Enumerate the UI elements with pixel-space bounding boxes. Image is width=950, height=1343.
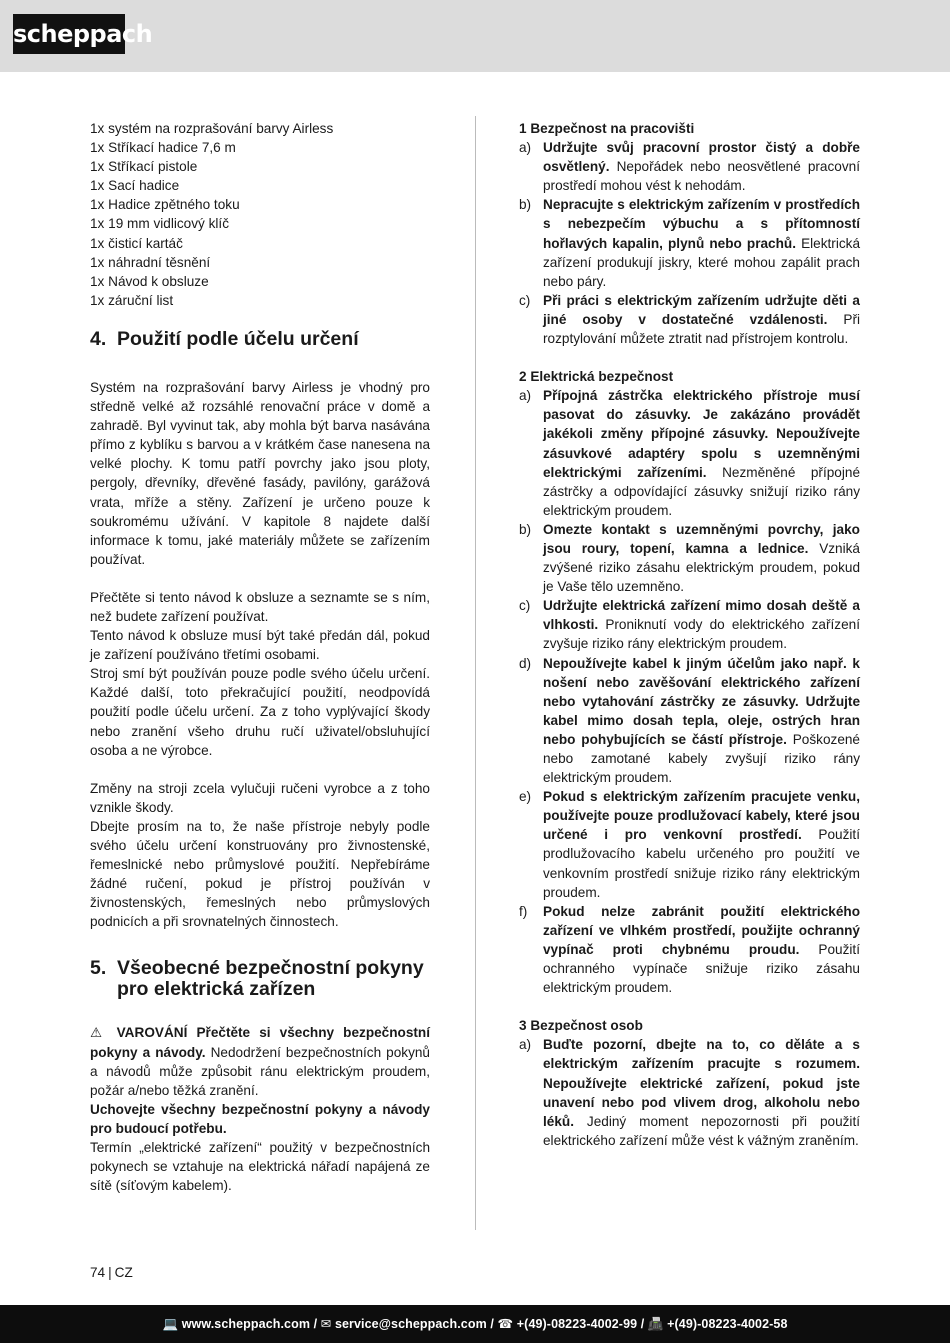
paragraph: Změny na stroji zcela vylučuji ručeni vyrobce a z toho vznikle škody. — [90, 780, 430, 815]
website-link[interactable]: www.scheppach.com — [181, 1317, 311, 1331]
safety-item — [519, 291, 860, 348]
list-item: 1x systém na rozprašování barvy Airless — [90, 121, 334, 136]
paragraph: Termín „elektrické zařízení“ použitý v bezpečnostních pokynech se vztahuje na elektrická nářadí napájená ze sítě (síťovým kabelem). — [90, 1140, 430, 1194]
mail-icon: ✉ — [320, 1317, 332, 1331]
header-bar — [0, 0, 950, 72]
list-item: 1x Sací hadice — [90, 178, 180, 194]
item-label: a) — [519, 140, 532, 156]
item-label: d) — [519, 655, 532, 671]
subsection-title: 1 Bezpečnost na pracovišti — [519, 121, 695, 136]
item-bold: Nepoužívejte kabel k jiným účelům jako např. k nošení nebo zavěšování elektrického zařízení nebo vytahování zástrčky ze zásuvky. Udržujte kabel mimo dosah tepla, oleje, ostrých hran nebo pohybujících se částí přístroje. — [543, 655, 860, 747]
paragraph: Dbejte prosím na to, že naše přístroje nebyly podle svého účelu určení konstruovány pro živnostenské, řemeslnické nebo průmyslové použití. Nepřebíráme žádné ručení, pokud je přístroj používán v živnostenských, řemeslných nebo průmyslových podnicích a při srovnatelných činnostech. — [90, 818, 430, 930]
item-plain: Použití prodlužovacího kabelu určeného pro použití ve venkovním prostředí snižuje riziko rány elektrickým proudem. — [543, 827, 860, 900]
paragraph: Tento návod k obsluze musí být také předán dál, pokud je zařízení používáno třetími osobami. — [90, 628, 430, 663]
warning-icon: ⚠ — [90, 1025, 108, 1041]
right-column — [519, 119, 860, 1150]
safety-item — [519, 195, 860, 290]
item-bold: Pokud nelze zabránit použití elektrického zařízení ve vlhkém prostředí, použijte ochranný vypínač proti chybnému proudu. — [543, 903, 860, 957]
subsection-title: 2 Elektrická bezpečnost — [519, 369, 674, 385]
list-item: 1x čisticí kartáč — [90, 235, 183, 251]
item-text — [543, 902, 860, 997]
item-label: c) — [519, 292, 531, 308]
item-text — [543, 654, 860, 788]
item-plain: Elektrická zařízení produkují jiskry, které mohou zapálit prach nebo páry. — [543, 235, 861, 289]
email-link[interactable]: service@scheppach.com — [334, 1317, 487, 1331]
item-plain: Proniknutí vody do elektrického zařízení zvyšuje riziko rány elektrickým proudem. — [543, 617, 860, 652]
item-text — [543, 1035, 860, 1150]
keep-instructions — [90, 1100, 430, 1138]
section-title: Všeobecné bezpečnostní pokyny pro elektrická zařízen — [117, 957, 424, 1001]
list-item: 1x Stříkací hadice 7,6 m — [90, 140, 236, 156]
item-plain: Poškozené nebo zamotané kabely zvyšují riziko rány elektrickým proudem. — [543, 731, 860, 786]
item-bold: Nepracujte s elektrickým zařízením v prostředích s nebezpečím výbuchu a s přítomností hořlavých kapalin, plynů nebo prachů. — [543, 197, 860, 251]
computer-icon: 💻 — [162, 1317, 179, 1331]
column-divider — [475, 116, 476, 1230]
paragraph: Stroj smí být používán pouze podle svého účelu určení. Každé další, toto překračující použití, neodpovídá použití podle účelu určení. Za z toho vyplývající škody nebo zranění všeho druhu ručí uživatel/obsluhující osoba a ne výrobce. — [90, 666, 430, 758]
item-text — [543, 386, 860, 520]
item-text — [543, 596, 860, 653]
page-language: CZ — [114, 1265, 133, 1280]
item-bold: Udržujte elektrická zařízení mimo dosah deště a vlhkosti. — [543, 598, 860, 633]
item-plain: Jediný moment nepozornosti při použití elektrického zařízení může vést k vážným zraněním. — [543, 1113, 860, 1148]
list-item: 1x Hadice zpětného toku — [90, 197, 240, 213]
safety-item — [519, 787, 860, 902]
left-column — [90, 119, 430, 1195]
section-number: 5. — [90, 957, 107, 980]
subsection-title: 3 Bezpečnost osob — [519, 1018, 643, 1034]
item-label: c) — [519, 598, 531, 614]
footer-bar: 💻 www.scheppach.com / ✉ service@scheppach.com / ☎ +(49)-08223-4002-99 / 📠 +(49)-08223-4002-58 — [0, 1305, 950, 1343]
safety-item — [519, 902, 860, 997]
item-plain: Nezměněné přípojné zástrčky a odpovídající zásuvky snižují riziko rány elektrickým proudem. — [543, 464, 860, 518]
item-bold: Buďte pozorní, dbejte na to, co děláte a s elektrickým zařízením pracujte s rozumem. Nepoužívejte elektrické zařízení, pokud jste unavení nebo pod vlivem drog, alkoholu nebo léků. — [543, 1037, 860, 1129]
list-item: 1x Stříkací pistole — [90, 159, 198, 175]
page-number: 74 | CZ — [90, 1265, 133, 1280]
item-label: b) — [519, 521, 532, 537]
page-number-value: 74 — [90, 1265, 106, 1280]
section-number: 4. — [90, 327, 107, 350]
safety-item — [519, 1035, 860, 1150]
item-plain: Použití ochranného vypínače snižuje riziko zásahu elektrickým proudem. — [543, 941, 860, 996]
section-5-heading — [90, 958, 430, 1000]
scheppach-logo: scheppach — [13, 14, 125, 54]
safety-item — [519, 654, 860, 788]
item-bold: Pokud s elektrickým zařízením pracujete venku, používejte pouze prodlužovací kabely, které jsou určené i pro venkovní prostředí. — [543, 789, 860, 843]
item-bold: Udržujte svůj pracovní prostor čistý a dobře osvětlený. — [543, 140, 860, 175]
item-label: f) — [519, 903, 528, 919]
list-item: 1x 19 mm vidlicový klíč — [90, 216, 229, 232]
item-text — [543, 520, 860, 596]
fax-number: +(49)-08223-4002-58 — [667, 1317, 788, 1331]
safety-list-2 — [519, 386, 860, 997]
fax-icon: 📠 — [647, 1317, 664, 1331]
list-item: 1x Návod k obsluze — [90, 273, 209, 289]
safety-item — [519, 386, 860, 520]
item-label: a) — [519, 1037, 532, 1053]
item-text — [543, 291, 860, 348]
safety-list-3 — [519, 1035, 860, 1150]
paragraph: Přečtěte si tento návod k obsluze a seznamte se s ním, než budete zařízení používat. — [90, 589, 430, 624]
item-text — [543, 195, 860, 290]
item-bold: Omezte kontakt s uzemněnými povrchy, jako jsou roury, topení, kamna a lednice. — [543, 521, 860, 556]
safety-item — [519, 138, 860, 195]
section-4-heading — [90, 329, 430, 350]
parts-list — [90, 119, 430, 310]
warning-text: Nedodržení bezpečnostních pokynů a návodů může způsobit ránu elektrickým proudem, požár a/nebo těžká zranění. — [90, 1044, 430, 1098]
item-plain: Vzniká zvýšené riziko zásahu elektrickým proudem, pokud je Vaše tělo uzemněno. — [543, 540, 860, 595]
item-label: a) — [519, 388, 532, 404]
paragraph: Systém na rozprašování barvy Airless je vhodný pro středně velké až rozsáhlé renovační práce v domě a zahradě. Byl vyvinut tak, aby mohla být barva nasávána přímo z kyblíku s barvou a v krátkém čase nanesena na velké plochy. K tomu patří povrchy jako jsou ploty, pergoly, dřevníky, dřevěné fasády, pavilóny, garážová vrata, mříže a stěny. Zařízení je určeno pouze k soukromému užívání. V kapitole 8 najdete další informace k tomu, jaké materiály můžete se zařízením používat. — [90, 379, 430, 567]
item-bold: Přípojná zástrčka elektrického přístroje musí pasovat do zásuvky. Je zakázáno provádět jakékoli změny přípojné zásuvky. Nepoužívejte zásuvkové adaptéry spolu s uzemněnými elektrickými zařízeními. — [543, 388, 860, 480]
warning-paragraph — [90, 1023, 430, 1099]
list-item: 1x náhradní těsnění — [90, 254, 211, 270]
safety-item — [519, 520, 860, 596]
keep-bold: Uchovejte všechny bezpečnostní pokyny a návody pro budoucí potřebu. — [90, 1101, 430, 1136]
item-label: b) — [519, 197, 532, 213]
item-text — [543, 787, 860, 902]
phone-icon: ☎ — [497, 1317, 514, 1331]
section-title: Použití podle účelu určení — [117, 327, 359, 350]
item-plain: Při rozptylování můžete ztratit nad přístrojem kontrolu. — [543, 311, 861, 347]
item-text — [543, 138, 860, 195]
warning-bold: VAROVÁNÍ Přečtěte si všechny bezpečnostní pokyny a návody. — [90, 1025, 431, 1060]
item-bold: Při práci s elektrickým zařízením udržujte děti a jiné osoby v dostatečné vzdálenosti. — [543, 292, 860, 327]
list-item: 1x záruční list — [90, 292, 174, 308]
item-label: e) — [519, 789, 532, 805]
safety-list-1 — [519, 138, 860, 348]
phone-number: +(49)-08223-4002-99 — [516, 1317, 638, 1331]
item-plain: Nepořádek nebo neosvětlené pracovní prostředí mohou vést k nehodám. — [543, 159, 860, 194]
safety-item — [519, 596, 860, 653]
